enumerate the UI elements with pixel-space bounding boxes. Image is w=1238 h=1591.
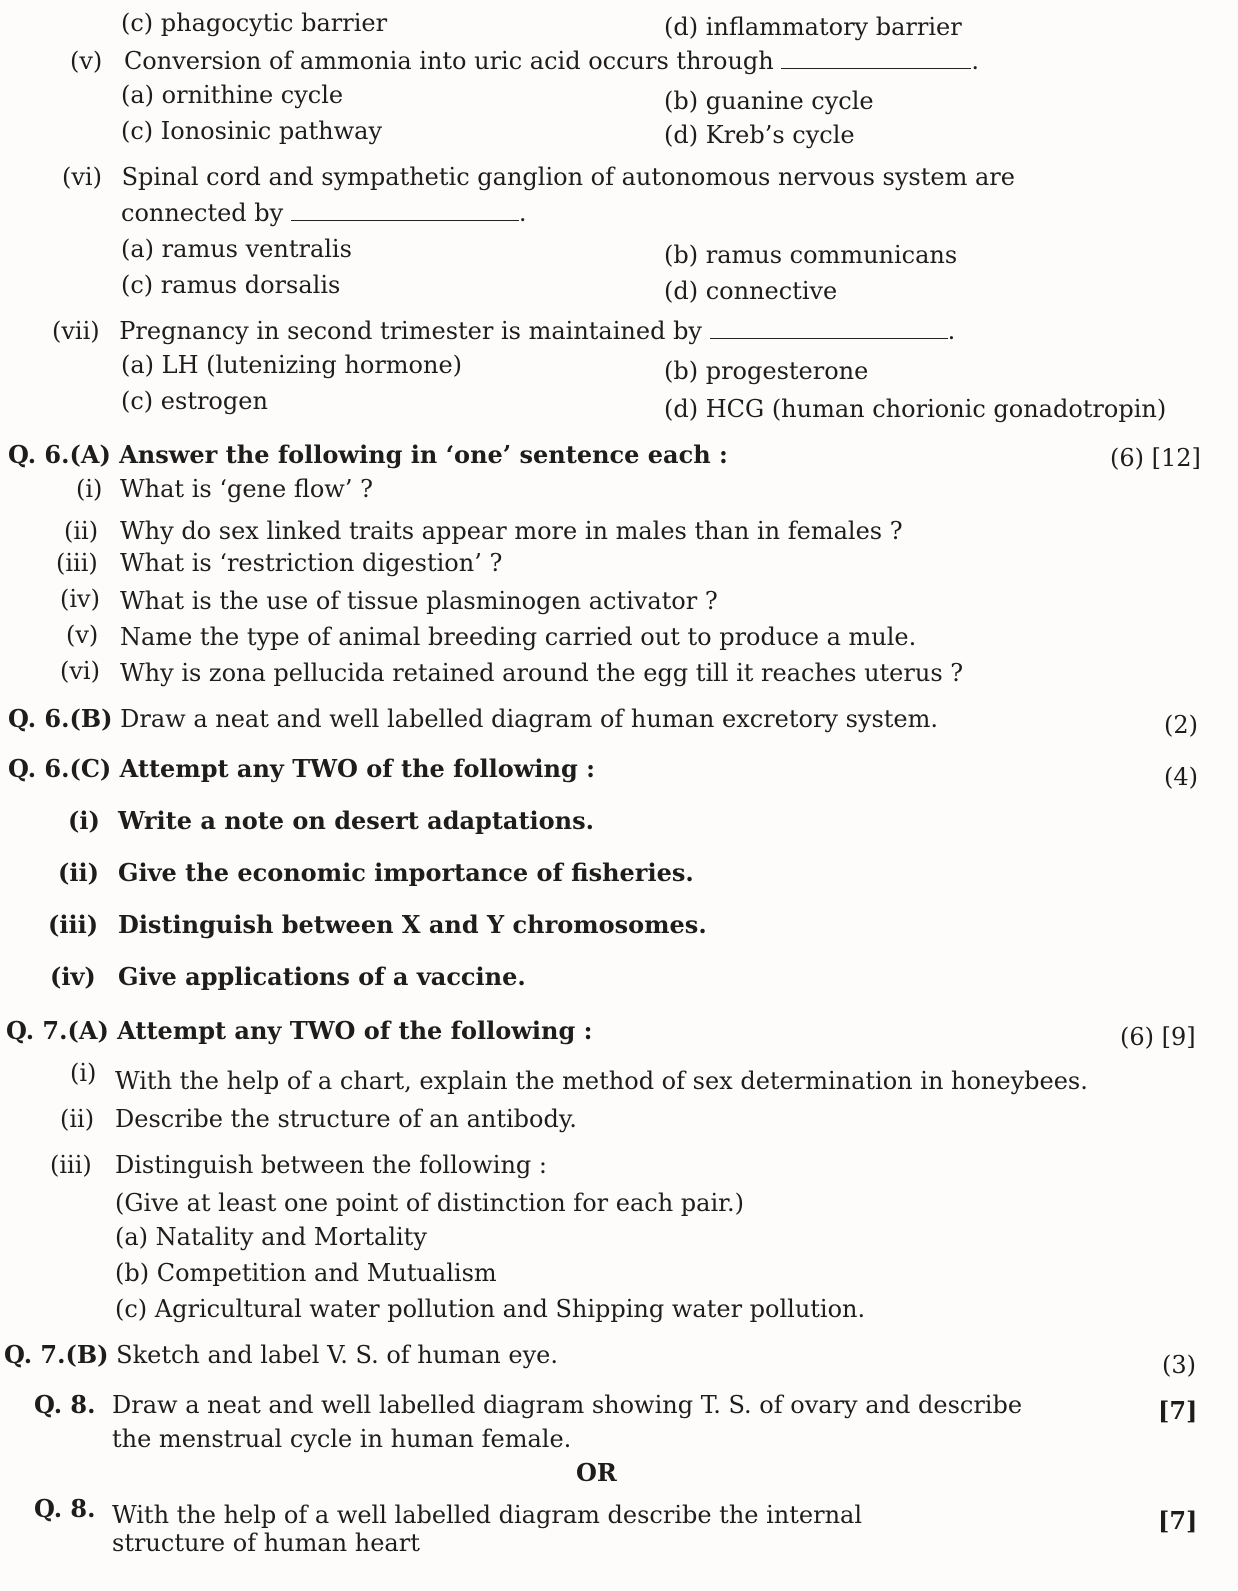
option-b: (b) Competition and Mutualism xyxy=(115,1259,497,1287)
question-text: Distinguish between X and Y chromosomes. xyxy=(118,910,707,939)
question-number: (iv) xyxy=(50,962,96,991)
or-separator: OR xyxy=(576,1458,617,1487)
question-text: Distinguish between the following : xyxy=(115,1151,547,1179)
question-note: (Give at least one point of distinction for each pair.) xyxy=(115,1189,744,1217)
marks: (6) [12] xyxy=(1110,444,1201,472)
question-number: (ii) xyxy=(60,1105,95,1133)
option-a: (a) Natality and Mortality xyxy=(115,1223,427,1251)
question-number: (i) xyxy=(76,475,103,503)
question-text: Conversion of ammonia into uric acid occurs through xyxy=(123,47,774,75)
question-text: What is ‘gene flow’ ? xyxy=(120,475,373,503)
question-number: (vii) xyxy=(52,317,100,345)
question-number: (iii) xyxy=(48,910,99,939)
question-text: Give applications of a vaccine. xyxy=(118,962,526,991)
question-number: (iv) xyxy=(60,585,100,613)
question-label: Q. 6.(A) xyxy=(8,440,111,469)
question-title: Attempt any TWO of the following : xyxy=(117,1016,593,1045)
option-d: (d) Kreb’s cycle xyxy=(664,121,855,149)
question-text: Sketch and label V. S. of human eye. xyxy=(116,1341,558,1369)
question-title: Attempt any TWO of the following : xyxy=(119,754,595,783)
question-text: With the help of a chart, explain the method of sex determination in honeybees. xyxy=(115,1067,1088,1095)
option-b: (b) guanine cycle xyxy=(664,87,874,115)
option-c: (c) estrogen xyxy=(121,387,268,415)
question-text: Draw a neat and well labelled diagram showing T. S. of ovary and describe xyxy=(112,1391,1023,1419)
option-d: (d) inflammatory barrier xyxy=(664,13,962,41)
answer-blank xyxy=(291,198,519,221)
question-text-cont: structure of human heart xyxy=(112,1529,420,1557)
marks: (2) xyxy=(1164,711,1198,739)
question-text-cont: the menstrual cycle in human female. xyxy=(112,1425,572,1453)
period: . xyxy=(971,47,980,75)
option-c: (c) Agricultural water pollution and Shipping water pollution. xyxy=(115,1295,866,1323)
question-text: Why is zona pellucida retained around the egg till it reaches uterus ? xyxy=(120,659,964,687)
question-text: What is the use of tissue plasminogen activator ? xyxy=(120,587,718,615)
question-text: Pregnancy in second trimester is maintained by xyxy=(119,317,702,345)
marks: (6) [9] xyxy=(1120,1023,1196,1051)
option-c: (c) Ionosinic pathway xyxy=(121,117,383,145)
option-a: (a) ramus ventralis xyxy=(121,235,352,263)
marks: [7] xyxy=(1158,1396,1198,1425)
answer-blank xyxy=(710,316,948,339)
question-label: Q. 6.(C) xyxy=(8,754,112,783)
option-b: (b) progesterone xyxy=(664,357,869,385)
marks: (3) xyxy=(1162,1351,1196,1379)
question-text-cont xyxy=(121,198,527,228)
section-heading xyxy=(8,440,728,470)
question-label: Q. 8. xyxy=(34,1494,96,1523)
question-text: Write a note on desert adaptations. xyxy=(118,806,594,835)
question-number: (ii) xyxy=(58,858,99,887)
question-label: Q. 8. xyxy=(34,1390,96,1419)
question-text: Spinal cord and sympathetic ganglion of autonomous nervous system are xyxy=(121,163,1015,191)
question-number: (vi) xyxy=(62,163,102,191)
option-c: (c) ramus dorsalis xyxy=(121,271,341,299)
question-vi xyxy=(62,162,1015,192)
option-a: (a) LH (lutenizing hormone) xyxy=(121,351,463,379)
option-b: (b) ramus communicans xyxy=(664,241,958,269)
question-text: Name the type of animal breeding carried out to produce a mule. xyxy=(120,623,917,651)
question-text: Give the economic importance of fisheries. xyxy=(118,858,694,887)
question-text: Why do sex linked traits appear more in males than in females ? xyxy=(120,517,903,545)
question-text: connected by xyxy=(121,199,284,227)
question-text: Describe the structure of an antibody. xyxy=(115,1105,577,1133)
question-v xyxy=(70,46,979,76)
question-label: Q. 7.(B) xyxy=(4,1340,109,1369)
option-d: (d) connective xyxy=(664,277,838,305)
question-text: Draw a neat and well labelled diagram of human excretory system. xyxy=(120,705,939,733)
period: . xyxy=(518,199,527,227)
question-number: (v) xyxy=(66,621,99,649)
section-heading xyxy=(6,1016,592,1046)
option-a: (a) ornithine cycle xyxy=(121,81,344,109)
question-number: (ii) xyxy=(64,517,99,545)
marks: (4) xyxy=(1164,763,1198,791)
question-label: Q. 6.(B) xyxy=(8,704,113,733)
answer-blank xyxy=(781,46,971,69)
section-heading xyxy=(8,754,595,784)
section-heading xyxy=(4,1340,558,1370)
option-c: (c) phagocytic barrier xyxy=(121,9,388,37)
question-number: (v) xyxy=(70,47,103,75)
question-text: With the help of a well labelled diagram describe the internal xyxy=(112,1501,863,1529)
question-label: Q. 7.(A) xyxy=(6,1016,109,1045)
option-d: (d) HCG (human chorionic gonadotropin) xyxy=(664,395,1167,423)
question-text: What is ‘restriction digestion’ ? xyxy=(120,549,503,577)
section-heading xyxy=(8,704,938,734)
period: . xyxy=(947,317,956,345)
question-number: (i) xyxy=(68,806,100,835)
question-title: Answer the following in ‘one’ sentence each : xyxy=(119,440,728,469)
question-number: (iii) xyxy=(56,549,98,577)
question-vii xyxy=(52,316,955,346)
question-number: (i) xyxy=(70,1059,97,1087)
marks: [7] xyxy=(1158,1506,1198,1535)
question-number: (iii) xyxy=(50,1151,92,1179)
question-number: (vi) xyxy=(60,657,100,685)
